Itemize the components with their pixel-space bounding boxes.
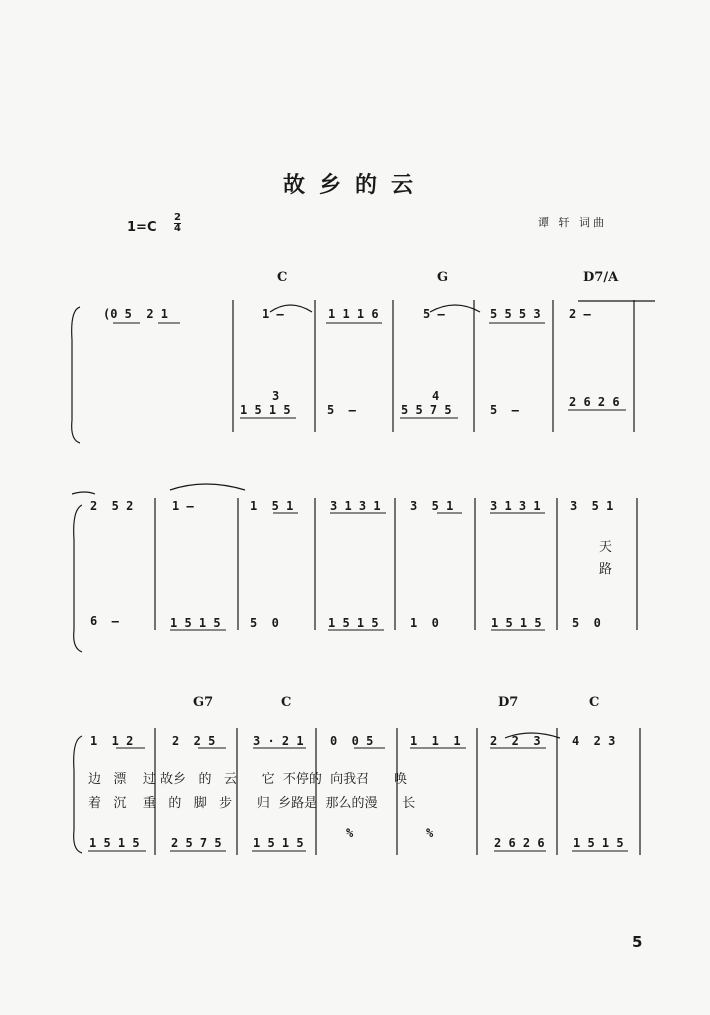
melody-note: 2 2 3 xyxy=(490,734,541,748)
melody-note: 1 — xyxy=(172,499,194,513)
bass-note: 5 0 xyxy=(572,616,601,630)
bass-note: 5 0 xyxy=(250,616,279,630)
melody-note: (0 5 2 1 xyxy=(103,307,169,321)
chord-label: C xyxy=(281,695,292,710)
bass-note: 1 5 1 5 xyxy=(573,836,624,850)
melody-note: 2 — xyxy=(569,307,591,321)
chord-label: G xyxy=(437,270,449,285)
song-title: 故乡的云 xyxy=(282,172,427,198)
chord-label: C xyxy=(589,695,600,710)
page-number: 5 xyxy=(632,933,643,951)
bass-note: 2 6 2 6 xyxy=(569,395,620,409)
melody-note: 3 5 1 xyxy=(570,499,614,513)
bass-note: 1 5 1 5 xyxy=(89,836,140,850)
bass-note: 5 — xyxy=(490,403,519,417)
repeat-sign: % xyxy=(346,826,354,840)
bass-note: 5 — xyxy=(327,403,356,417)
melody-note: 4 2 3 xyxy=(572,734,616,748)
melody-note: 3 1 3 1 xyxy=(330,499,381,513)
bass-note: 6 — xyxy=(90,614,119,628)
bass-note: 1 5 1 5 xyxy=(491,616,542,630)
lyric-text: 路 xyxy=(599,562,613,577)
chord-label: D7/A xyxy=(583,270,619,285)
composer-credit: 谭 轩 词曲 xyxy=(538,216,607,229)
melody-note: 1 1 1 xyxy=(410,734,461,748)
melody-note: 3 5 1 xyxy=(410,499,454,513)
melody-note: 2 2 5 xyxy=(172,734,216,748)
bass-note: 4 xyxy=(432,389,440,403)
melody-note: 5 — xyxy=(423,307,445,321)
melody-note: 3 · 2 1 xyxy=(253,734,304,748)
melody-note: 0 0 5 xyxy=(330,734,374,748)
chord-label: C xyxy=(277,270,288,285)
melody-note: 1 1 2 xyxy=(90,734,134,748)
bass-note: 1 5 1 5 xyxy=(328,616,379,630)
bass-note: 3 xyxy=(272,389,280,403)
lyric-text: 天 xyxy=(599,540,613,555)
chord-label: G7 xyxy=(193,695,214,710)
key-signature: 1=C xyxy=(127,220,157,235)
repeat-sign: % xyxy=(426,826,434,840)
melody-note: 5 5 5 3 xyxy=(490,307,541,321)
melody-note: 2 5 2 xyxy=(90,499,134,513)
bass-note: 1 0 xyxy=(410,616,439,630)
lyric-line: 着 沉 重 的 脚 步 归 乡路是 那么的漫 长 xyxy=(88,796,416,811)
bass-note: 5 5 7 5 xyxy=(401,403,452,417)
chord-label: D7 xyxy=(498,695,519,710)
melody-note: 1 — xyxy=(262,307,284,321)
bass-note: 1 5 1 5 xyxy=(240,403,291,417)
melody-note: 1 5 1 xyxy=(250,499,294,513)
bass-note: 1 5 1 5 xyxy=(170,616,221,630)
bass-note: 1 5 1 5 xyxy=(253,836,304,850)
bass-note: 2 6 2 6 xyxy=(494,836,545,850)
melody-note: 3 1 3 1 xyxy=(490,499,541,513)
bass-note: 2 5 7 5 xyxy=(171,836,222,850)
lyric-line: 边 漂 过 故乡 的 云 它 不停的 向我召 唤 xyxy=(88,772,407,787)
time-signature: 2 4 xyxy=(174,212,181,234)
melody-note: 1 1 1 6 xyxy=(328,307,379,321)
